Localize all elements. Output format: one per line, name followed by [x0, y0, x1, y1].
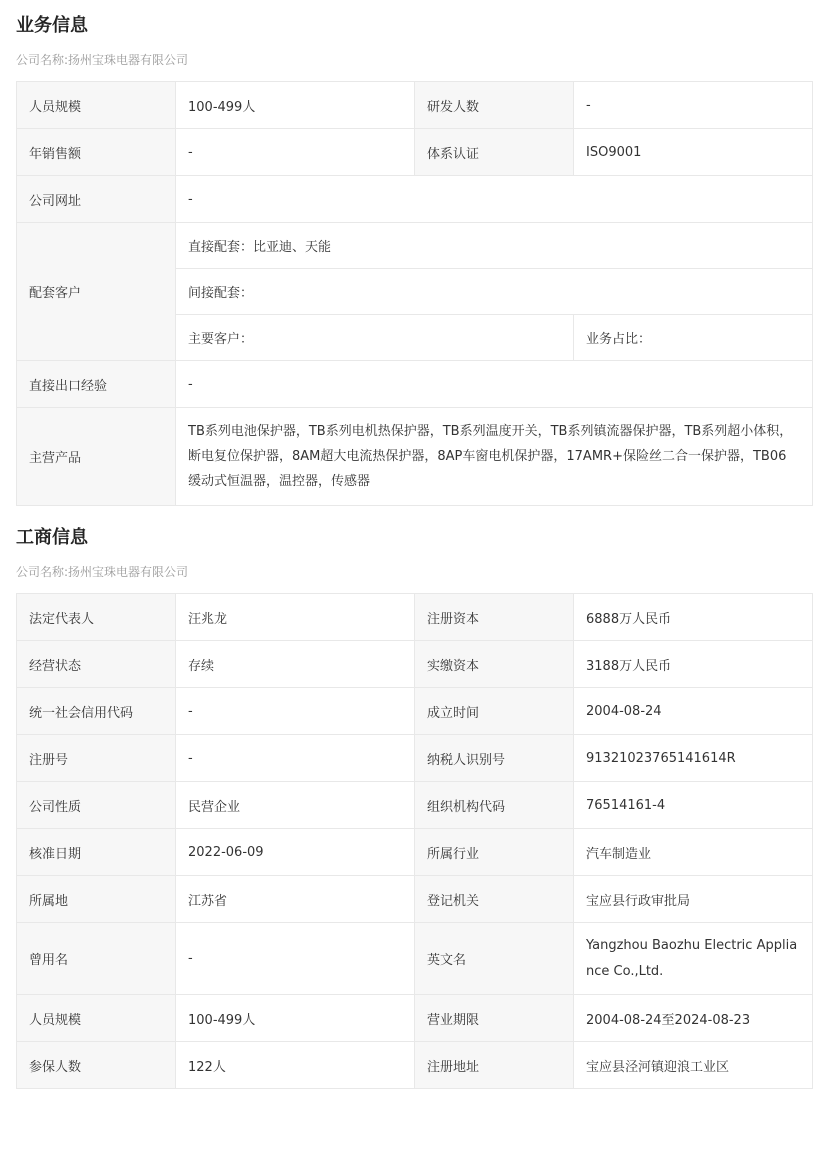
- staff-size-value-2: 100-499人: [176, 995, 415, 1042]
- status-value: 存续: [176, 641, 415, 688]
- customers-label: 配套客户: [17, 223, 176, 361]
- table-row: [17, 641, 813, 688]
- export-label: 直接出口经验: [17, 361, 176, 408]
- legal-rep-value: 汪兆龙: [176, 594, 415, 641]
- rd-staff-value: -: [574, 82, 813, 129]
- commerce-info-table: [16, 593, 813, 1089]
- staff-size-label: 人员规模: [17, 82, 176, 129]
- paid-capital-label: 实缴资本: [415, 641, 574, 688]
- former-name-label: 曾用名: [17, 923, 176, 995]
- commerce-company-name: 公司名称:扬州宝珠电器有限公司: [16, 565, 189, 579]
- former-name-value: -: [176, 923, 415, 995]
- legal-rep-label: 法定代表人: [17, 594, 176, 641]
- commerce-section: [16, 526, 812, 1075]
- business-term-label: 营业期限: [415, 995, 574, 1042]
- reg-number-value: -: [176, 735, 415, 782]
- insured-count-value: 122人: [176, 1042, 415, 1089]
- table-row: [17, 594, 813, 641]
- products-label: 主营产品: [17, 408, 176, 506]
- table-row: [17, 876, 813, 923]
- reg-authority-label: 登记机关: [415, 876, 574, 923]
- commerce-section-title: 工商信息: [16, 527, 88, 548]
- website-value: -: [176, 176, 813, 223]
- org-code-label: 组织机构代码: [415, 782, 574, 829]
- reg-capital-label: 注册资本: [415, 594, 574, 641]
- reg-capital-value: 6888万人民币: [574, 594, 813, 641]
- table-row: [17, 408, 813, 506]
- products-value: TB系列电池保护器，TB系列电机热保护器，TB系列温度开关，TB系列镇流器保护器，TB系列超小体积，断电复位保护器，8AM超大电流热保护器，8AP车窗电机保护器，17AMR+保险丝二合一保护器，TB06 缓动式恒温器，温控器，传感器: [176, 408, 813, 506]
- table-row: [17, 782, 813, 829]
- business-section-title: 业务信息: [16, 15, 88, 36]
- industry-label: 所属行业: [415, 829, 574, 876]
- company-type-label: 公司性质: [17, 782, 176, 829]
- reg-number-label: 注册号: [17, 735, 176, 782]
- certification-value: ISO9001: [574, 129, 813, 176]
- direct-supply: 直接配套：比亚迪、天能: [176, 223, 813, 269]
- business-term-value: 2004-08-24至2024-08-23: [574, 995, 813, 1042]
- company-type-value: 民营企业: [176, 782, 415, 829]
- industry-value: 汽车制造业: [574, 829, 813, 876]
- location-value: 江苏省: [176, 876, 415, 923]
- insured-count-label: 参保人数: [17, 1042, 176, 1089]
- table-row: [17, 688, 813, 735]
- table-row: [17, 129, 813, 176]
- paid-capital-value: 3188万人民币: [574, 641, 813, 688]
- credit-code-label: 统一社会信用代码: [17, 688, 176, 735]
- founded-label: 成立时间: [415, 688, 574, 735]
- reg-address-label: 注册地址: [415, 1042, 574, 1089]
- annual-sales-label: 年销售额: [17, 129, 176, 176]
- indirect-supply: 间接配套：: [176, 269, 813, 315]
- business-section: [16, 14, 812, 489]
- business-info-table: [16, 81, 813, 506]
- rd-staff-label: 研发人数: [415, 82, 574, 129]
- table-row: [17, 995, 813, 1042]
- staff-size-value: 100-499人: [176, 82, 415, 129]
- certification-label: 体系认证: [415, 129, 574, 176]
- english-name-label: 英文名: [415, 923, 574, 995]
- table-row: [17, 923, 813, 995]
- reg-authority-value: 宝应县行政审批局: [574, 876, 813, 923]
- main-customers: 主要客户：: [176, 315, 574, 361]
- english-name-value: Yangzhou Baozhu Electric Appliance Co.,Ltd.: [574, 923, 813, 995]
- status-label: 经营状态: [17, 641, 176, 688]
- export-value: -: [176, 361, 813, 408]
- credit-code-value: -: [176, 688, 415, 735]
- approval-date-value: 2022-06-09: [176, 829, 415, 876]
- taxpayer-id-value: 91321023765141614R: [574, 735, 813, 782]
- business-share: 业务占比：: [574, 315, 813, 361]
- table-row: [17, 829, 813, 876]
- approval-date-label: 核准日期: [17, 829, 176, 876]
- reg-address-value: 宝应县泾河镇迎浪工业区: [574, 1042, 813, 1089]
- table-row: [17, 223, 813, 269]
- annual-sales-value: -: [176, 129, 415, 176]
- table-row: [17, 361, 813, 408]
- org-code-value: 76514161-4: [574, 782, 813, 829]
- table-row: [17, 735, 813, 782]
- table-row: [17, 1042, 813, 1089]
- table-row: [17, 176, 813, 223]
- location-label: 所属地: [17, 876, 176, 923]
- staff-size-label-2: 人员规模: [17, 995, 176, 1042]
- table-row: [17, 82, 813, 129]
- business-company-name: 公司名称:扬州宝珠电器有限公司: [16, 53, 189, 67]
- website-label: 公司网址: [17, 176, 176, 223]
- taxpayer-id-label: 纳税人识别号: [415, 735, 574, 782]
- founded-value: 2004-08-24: [574, 688, 813, 735]
